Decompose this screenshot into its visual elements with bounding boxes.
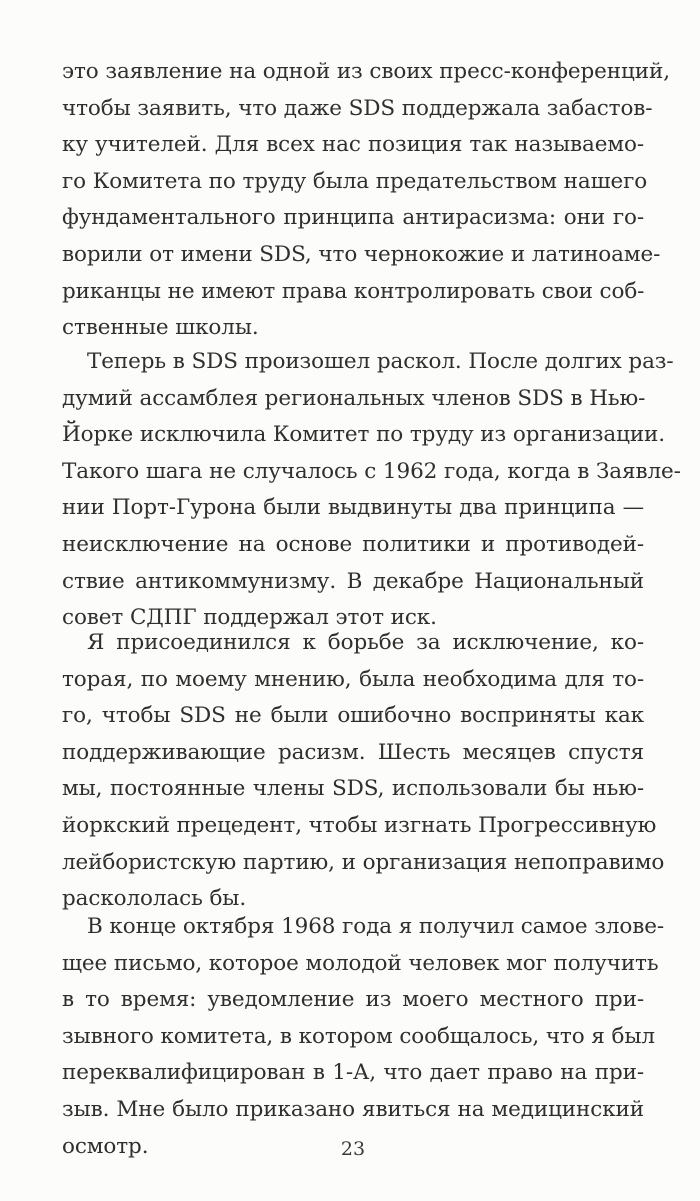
paragraph — [62, 54, 670, 347]
text-line: думий ассамблея региональных членов SDS в Нью- — [62, 385, 646, 411]
text-line: совет СДПГ поддержал этот иск. — [62, 605, 437, 631]
text-line: Йорке исключила Комитет по труду из организации. — [62, 422, 666, 448]
text-line: го, чтобы SDS не были ошибочно восприняты как — [62, 703, 644, 729]
text-line: Такого шага не случалось с 1962 года, когда в Заявле- — [62, 458, 681, 484]
text-line: го Комитета по труду была предательством нашего — [62, 168, 648, 194]
text-line: щее письмо, которое молодой человек мог получить — [62, 950, 659, 976]
text-line: фундаментального принципа антирасизма: они го- — [62, 205, 644, 231]
text-line: зывного комитета, в котором сообщалось, что я был — [62, 1023, 655, 1049]
text-line: раскололась бы. — [62, 886, 247, 912]
text-line: ственные школы. — [62, 315, 259, 341]
text-line: в то время: уведомление из моего местного при- — [62, 987, 644, 1013]
text-line: зыв. Мне было приказано явиться на медицинский — [62, 1096, 644, 1122]
text-line: В конце октября 1968 года я получил самое злове- — [87, 914, 665, 939]
page-number: 23 — [340, 1138, 366, 1160]
paragraph — [62, 625, 665, 918]
document-page — [62, 54, 681, 1201]
text-line: лейбористскую партию, и организация непоправимо — [62, 849, 665, 875]
text-line: ствие антикоммунизму. В декабре Национальный — [62, 568, 644, 594]
text-line: ворили от имени SDS, что чернокожие и латиноаме- — [62, 241, 661, 267]
text-line: Я присоединился к борьбе за исключение, ко- — [87, 630, 644, 655]
text-line: риканцы не имеют права контролировать свои соб- — [62, 278, 645, 304]
text-line: нии Порт-Гурона были выдвинуты два принципа — — [62, 495, 644, 521]
text-line: поддерживающие расизм. Шесть месяцев спустя — [62, 739, 644, 765]
text-line: чтобы заявить, что даже SDS поддержала забастов- — [62, 95, 653, 121]
text-line: Теперь в SDS произошел раскол. После долгих раз- — [87, 349, 674, 374]
text-line: ку учителей. Для всех нас позиция так называемо- — [62, 132, 644, 158]
paragraph — [62, 344, 681, 637]
text-line: осмотр. — [62, 1133, 149, 1159]
text-line: это заявление на одной из своих пресс-конференций, — [62, 59, 670, 84]
text-line: переквалифицирован в 1-А, что дает право на при- — [62, 1060, 644, 1086]
text-line: неисключение на основе политики и противодей- — [62, 531, 644, 557]
text-line: мы, постоянные члены SDS, использовали бы нью- — [62, 776, 644, 802]
paragraph — [62, 909, 665, 1165]
text-line: йоркский прецедент, чтобы изгнать Прогрессивную — [62, 812, 657, 838]
text-line: торая, по моему мнению, была необходима для то- — [62, 666, 644, 692]
